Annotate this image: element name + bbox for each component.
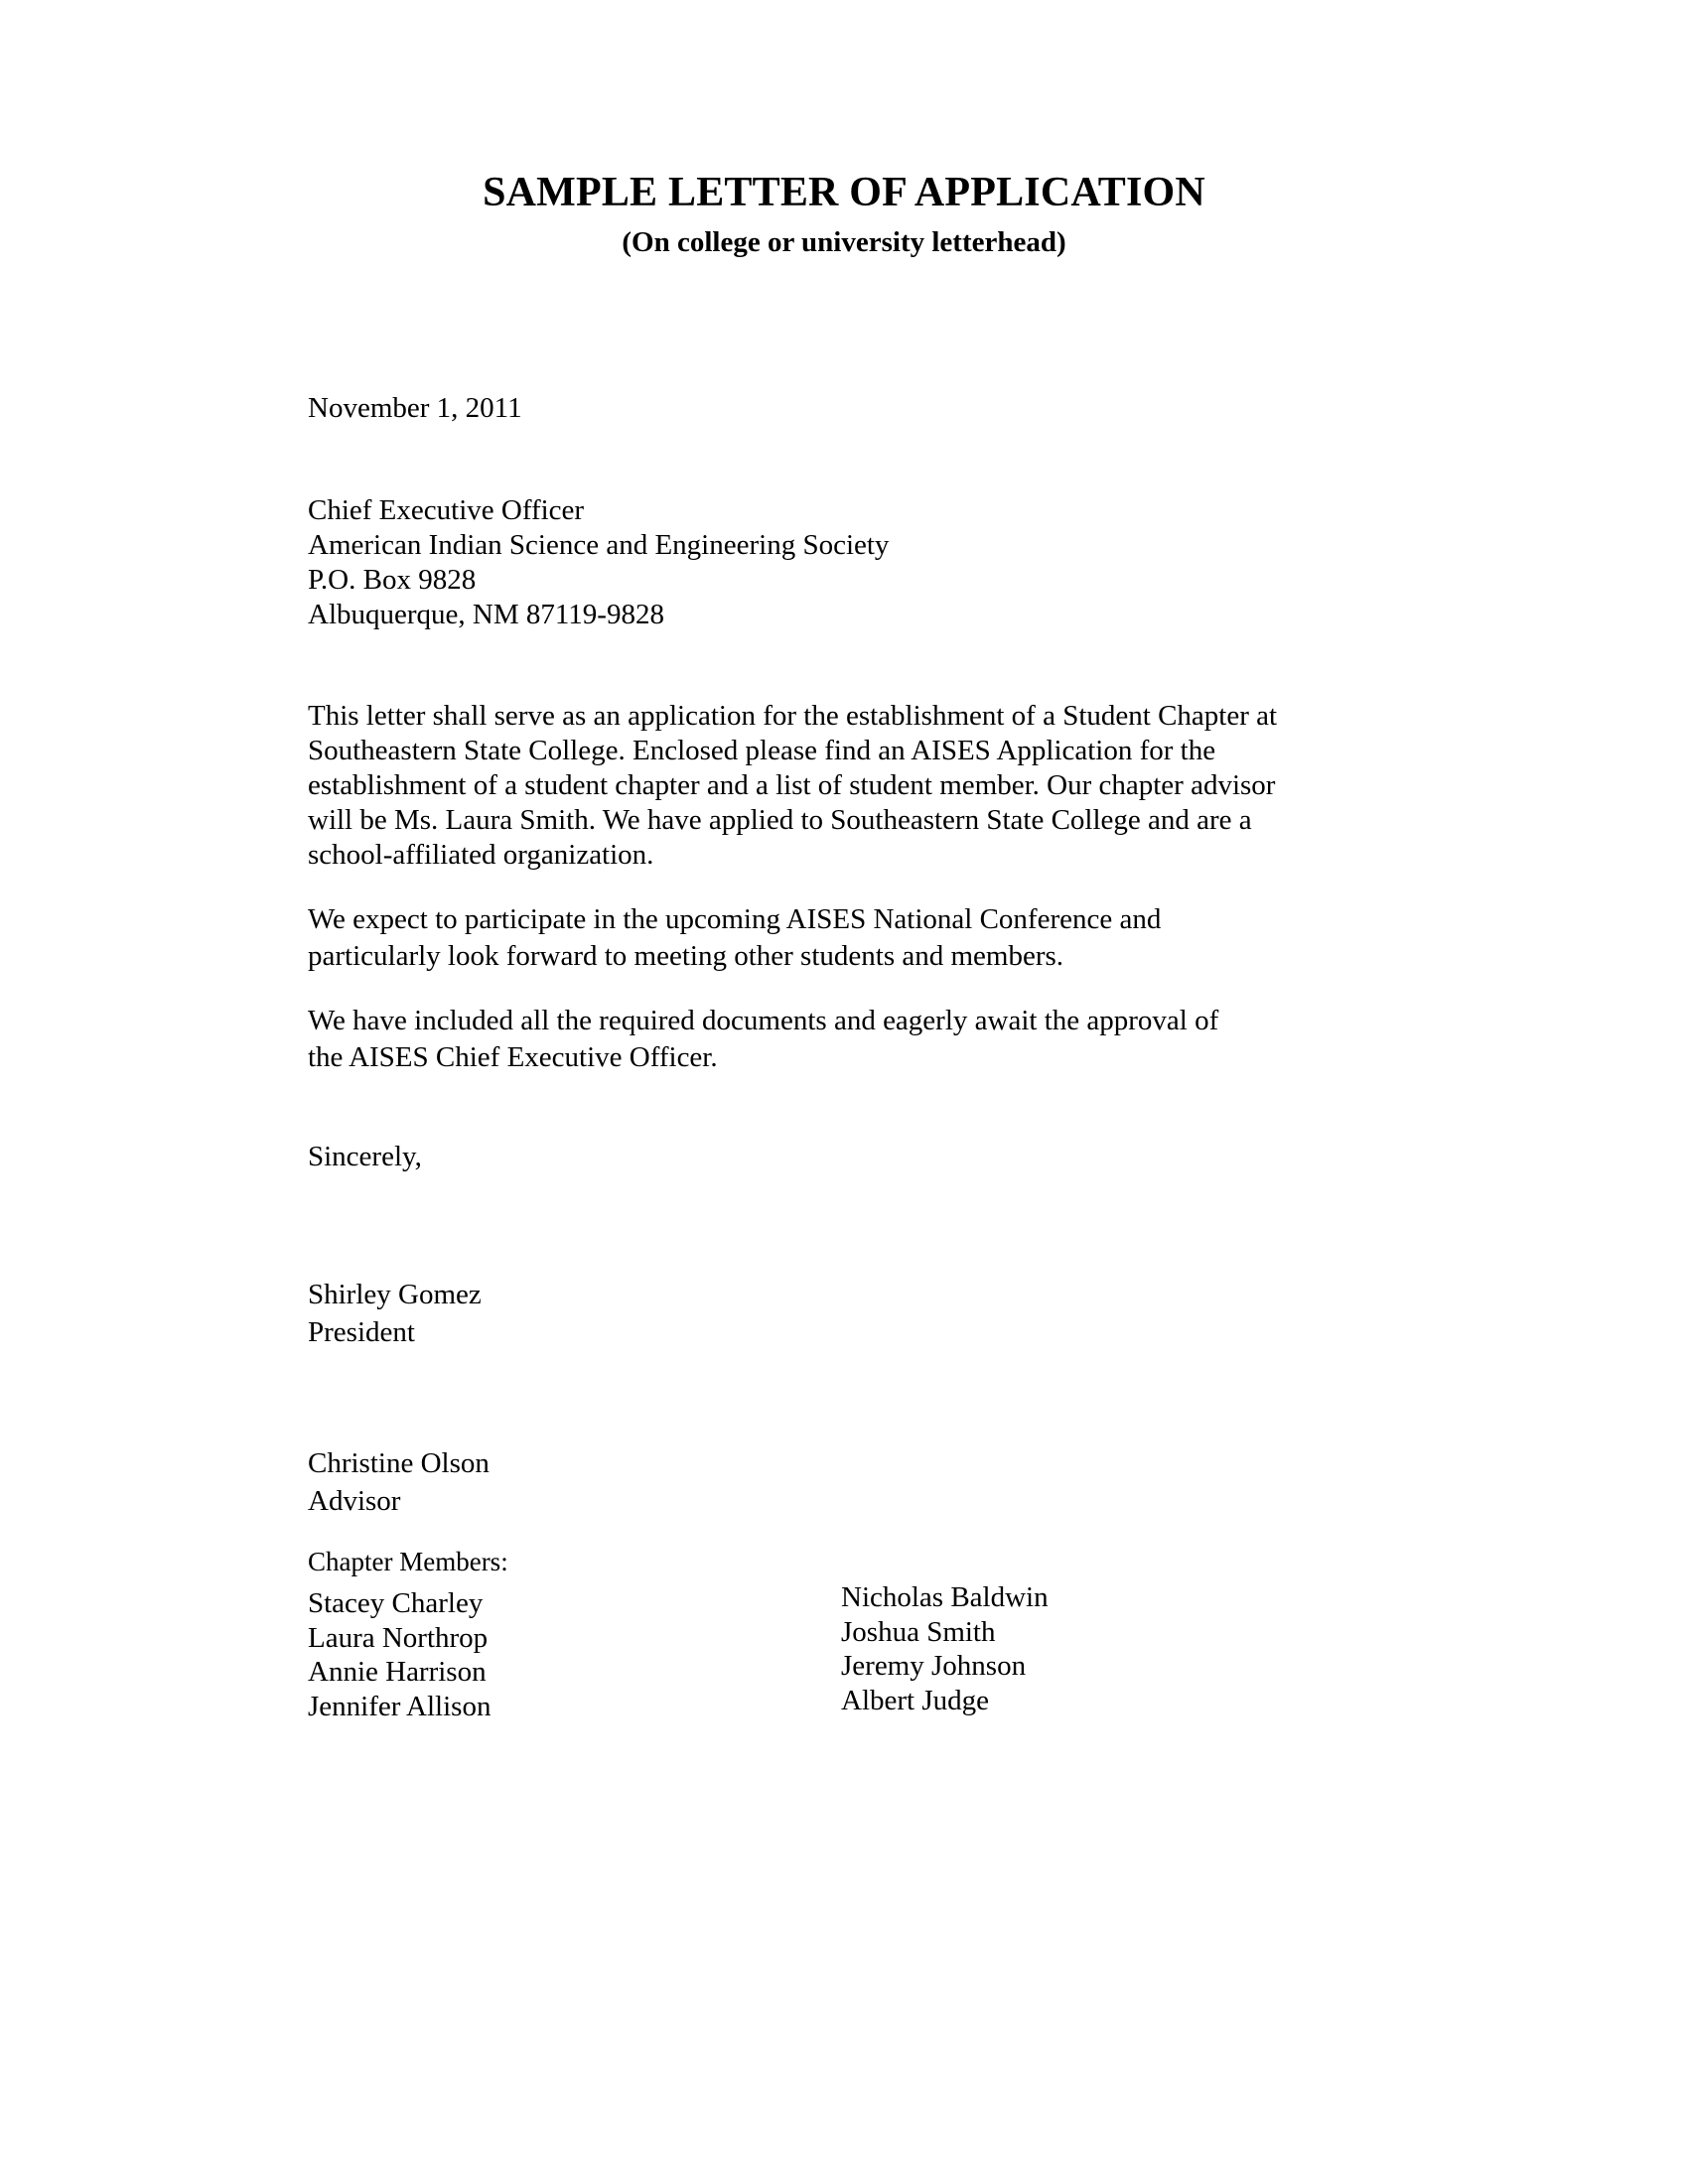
paragraph-line: This letter shall serve as an application for the establishment of a Student Chapter at [308, 700, 1278, 732]
member-name: Nicholas Baldwin [841, 1581, 1049, 1613]
signature-block-president [308, 1276, 482, 1351]
paragraph-line: We have included all the required documents and eagerly await the approval of [308, 1005, 1219, 1036]
paragraph-line: the AISES Chief Executive Officer. [308, 1041, 718, 1073]
member-name: Annie Harrison [308, 1656, 487, 1688]
recipient-line: American Indian Science and Engineering Society [308, 529, 890, 561]
paragraph-line: particularly look forward to meeting other students and members. [308, 940, 1064, 972]
member-name: Laura Northrop [308, 1621, 489, 1654]
letter-date: November 1, 2011 [308, 392, 522, 424]
member-name: Jeremy Johnson [841, 1650, 1027, 1682]
body-paragraph-3 [308, 1003, 1360, 1076]
body-paragraph-2 [308, 901, 1360, 975]
paragraph-line: Southeastern State College. Enclosed please find an AISES Application for the [308, 735, 1216, 766]
signatory-title: President [308, 1316, 415, 1348]
paragraph-line: We expect to participate in the upcoming AISES National Conference and [308, 903, 1162, 935]
member-name: Joshua Smith [841, 1615, 996, 1648]
paragraph-line: will be Ms. Laura Smith. We have applied to Southeastern State College and are a [308, 804, 1252, 836]
recipient-line: Albuquerque, NM 87119-9828 [308, 599, 664, 630]
signatory-title: Advisor [308, 1485, 401, 1517]
recipient-line: P.O. Box 9828 [308, 564, 477, 596]
member-name: Jennifer Allison [308, 1690, 492, 1722]
recipient-address [308, 493, 889, 632]
signatory-name: Christine Olson [308, 1447, 490, 1479]
member-name: Albert Judge [841, 1684, 989, 1716]
member-name: Stacey Charley [308, 1587, 484, 1619]
members-list-right [841, 1580, 1049, 1717]
recipient-line: Chief Executive Officer [308, 494, 585, 526]
paragraph-line: establishment of a student chapter and a list of student member. Our chapter advisor [308, 769, 1276, 801]
document-title: SAMPLE LETTER OF APPLICATION [483, 170, 1205, 215]
paragraph-line: school-affiliated organization. [308, 839, 654, 871]
document-subtitle: (On college or university letterhead) [622, 226, 1066, 258]
letter-closing: Sincerely, [308, 1141, 422, 1172]
signatory-name: Shirley Gomez [308, 1279, 482, 1310]
members-label: Chapter Members: [308, 1547, 508, 1576]
members-list-left [308, 1586, 491, 1723]
signature-block-advisor [308, 1444, 490, 1520]
body-paragraph-1 [308, 699, 1360, 873]
